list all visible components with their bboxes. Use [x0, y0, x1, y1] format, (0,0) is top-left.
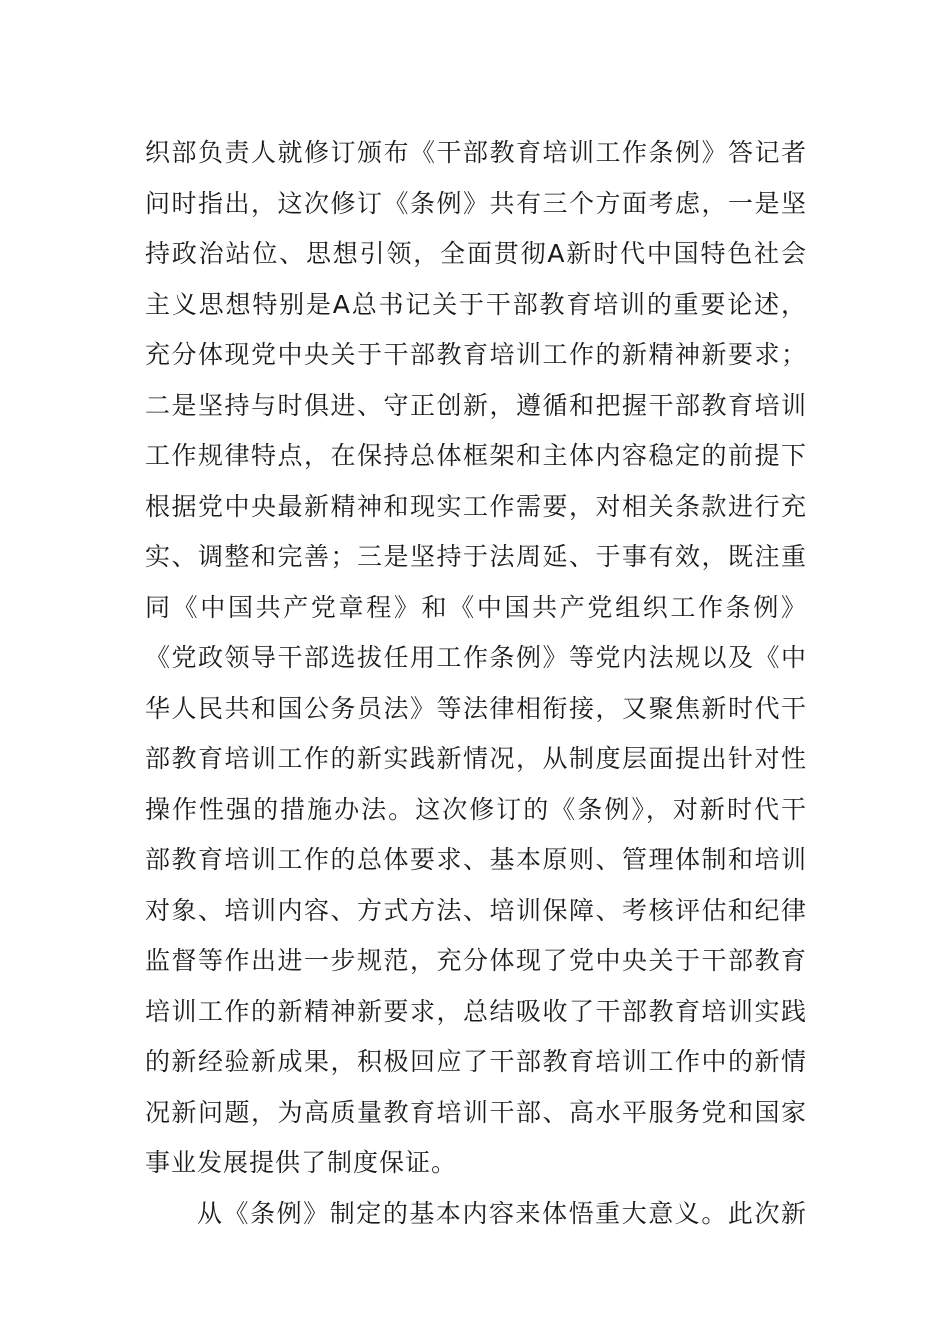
text-line: 工作规律特点，在保持总体框架和主体内容稳定的前提下 — [145, 441, 807, 470]
text-line: 况新问题，为高质量教育培训干部、高水平服务党和国家 — [145, 1097, 807, 1127]
text-line: 《党政领导干部选拔任用工作条例》等党内法规以及《中 — [145, 643, 807, 672]
text-line: 培训工作的新精神新要求，总结吸收了干部教育培训实践 — [145, 996, 807, 1026]
text-line: 实、调整和完善；三是坚持于法周延、于事有效，既注重 — [145, 542, 807, 571]
text-line: 充分体现党中央关于干部教育培训工作的新精神新要求； — [145, 340, 807, 369]
text-line: 主义思想特别是A总书记关于干部教育培训的重要论述， — [145, 289, 807, 319]
text-line: 部教育培训工作的新实践新情况，从制度层面提出针对性 — [145, 744, 807, 773]
text-line: 问时指出，这次修订《条例》共有三个方面考虑，一是坚 — [145, 188, 807, 218]
text-line: 对象、培训内容、方式方法、培训保障、考核评估和纪律 — [145, 895, 807, 925]
text-line: 华人民共和国公务员法》等法律相衔接，又聚焦新时代干 — [145, 693, 807, 723]
text-line: 根据党中央最新精神和现实工作需要，对相关条款进行充 — [145, 491, 807, 521]
body-text — [145, 128, 807, 1239]
text-line: 持政治站位、思想引领，全面贯彻A新时代中国特色社会 — [145, 239, 807, 268]
text-line: 监督等作出进一步规范，充分体现了党中央关于干部教育 — [145, 946, 807, 975]
paragraph-start-line: 从《条例》制定的基本内容来体悟重大意义。此次新 — [197, 1198, 807, 1228]
text-line: 二是坚持与时俱进、守正创新，遵循和把握干部教育培训 — [145, 390, 807, 420]
text-line: 部教育培训工作的总体要求、基本原则、管理体制和培训 — [145, 845, 807, 874]
paragraph-end-line: 事业发展提供了制度保证。 — [145, 1148, 458, 1177]
text-line: 的新经验新成果，积极回应了干部教育培训工作中的新情 — [145, 1047, 807, 1076]
text-line: 同《中国共产党章程》和《中国共产党组织工作条例》 — [145, 592, 807, 622]
text-line: 操作性强的措施办法。这次修订的《条例》，对新时代干 — [145, 794, 807, 824]
text-line: 织部负责人就修订颁布《干部教育培训工作条例》答记者 — [145, 138, 807, 167]
